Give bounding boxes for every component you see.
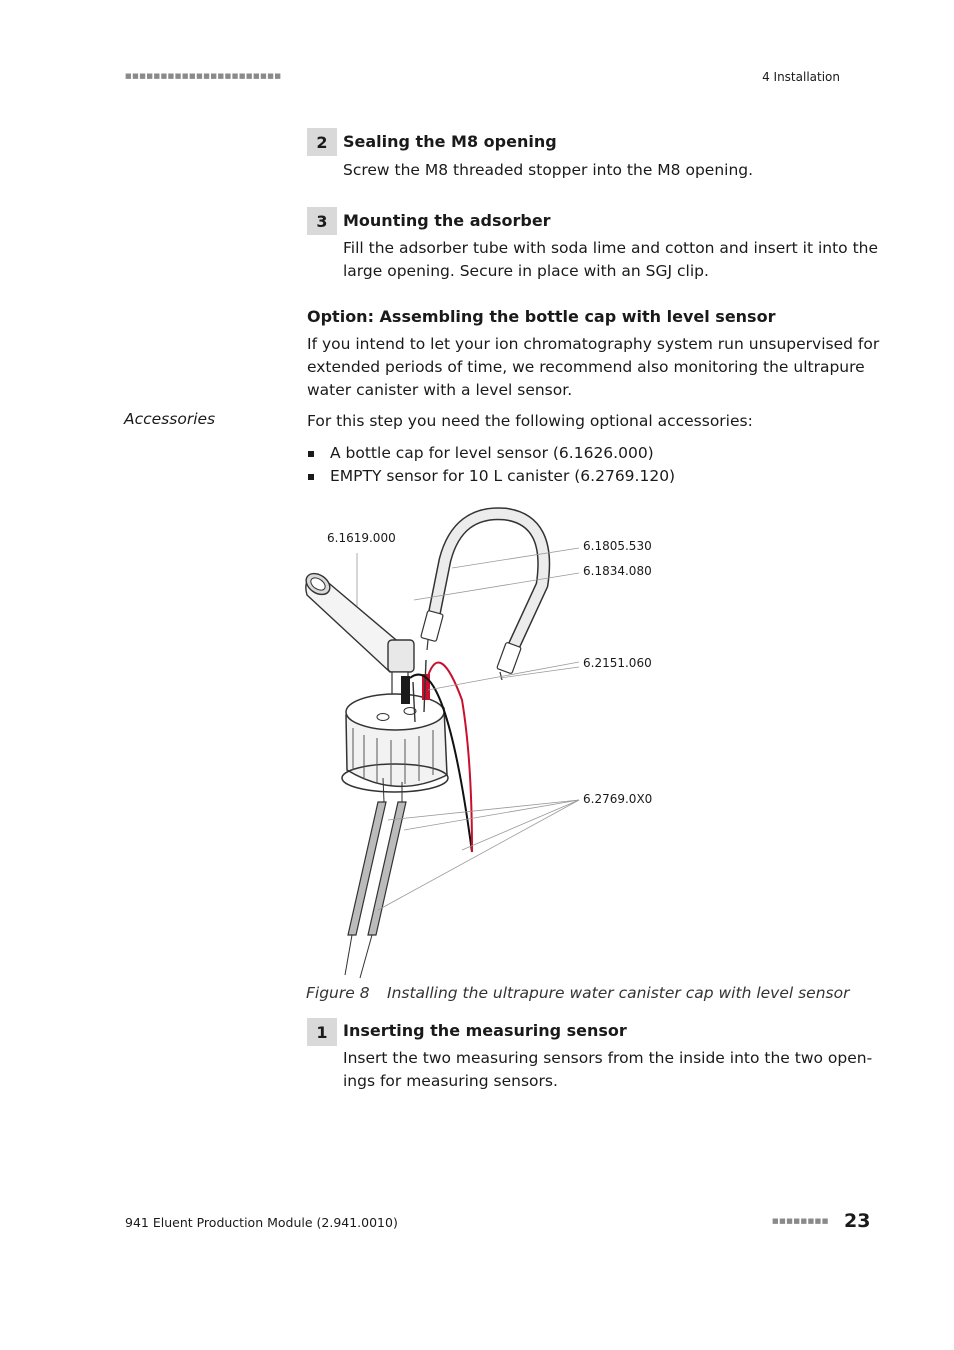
figure-caption-text: Installing the ultrapure water canister cap with level sensor <box>387 984 850 1002</box>
adsorber-tube <box>302 569 414 696</box>
step-title: Mounting the adsorber <box>343 211 551 230</box>
step-number-box <box>307 1018 337 1046</box>
text-line: water canister with a level sensor. <box>307 381 573 399</box>
page-number: 23 <box>844 1210 871 1232</box>
callout-label: 6.2769.0X0 <box>583 792 653 806</box>
section-heading: Option: Assembling the bottle cap with level sensor <box>307 307 776 326</box>
text-line: extended periods of time, we recommend also monitoring the ultrapure <box>307 358 865 376</box>
step-text: Screw the M8 threaded stopper into the M8 opening. <box>343 161 754 179</box>
step-text <box>343 1047 872 1093</box>
text-line: Insert the two measuring sensors from the inside into the two open- <box>343 1049 873 1067</box>
text-line: ings for measuring sensors. <box>343 1072 558 1090</box>
list-item-text: A bottle cap for level sensor (6.1626.000) <box>330 444 654 462</box>
callout-label: 6.2151.060 <box>583 656 652 670</box>
margin-label: Accessories <box>124 410 216 428</box>
step-title: Inserting the measuring sensor <box>343 1021 627 1040</box>
text-line: If you intend to let your ion chromatography system run unsupervised for <box>307 335 880 353</box>
step-number: 1 <box>316 1022 328 1042</box>
figure-caption-label: Figure 8 <box>306 984 370 1002</box>
callout-label: 6.1834.080 <box>583 564 652 578</box>
footer-product-title: 941 Eluent Production Module (2.941.0010) <box>125 1215 398 1230</box>
tubing-connector-left <box>421 610 444 641</box>
chapter-title: 4 Installation <box>762 70 840 84</box>
sensor-plug-black <box>401 676 410 704</box>
text-line: Fill the adsorber tube with soda lime and cotton and insert it into the <box>343 239 879 257</box>
accessories-intro: For this step you need the following optional accessories: <box>307 412 753 430</box>
step-number: 2 <box>316 132 328 152</box>
tubing-connector-right <box>497 642 522 674</box>
callout-label: 6.1805.530 <box>583 539 652 553</box>
callout-label: 6.1619.000 <box>327 531 396 545</box>
step-number: 3 <box>316 211 328 231</box>
header-decoration: ■■■■■■■■■■■■■■■■■■■■■■ <box>125 72 282 80</box>
step-title: Sealing the M8 opening <box>343 132 557 151</box>
connector-tip <box>427 640 428 650</box>
bottle-cap <box>342 694 448 792</box>
list-item-text: EMPTY sensor for 10 L canister (6.2769.120) <box>330 467 676 485</box>
text-line: large opening. Secure in place with an SGJ clip. <box>343 262 709 280</box>
measuring-rods <box>345 778 406 978</box>
footer-decoration: ■■■■■■■■ <box>772 1217 829 1225</box>
